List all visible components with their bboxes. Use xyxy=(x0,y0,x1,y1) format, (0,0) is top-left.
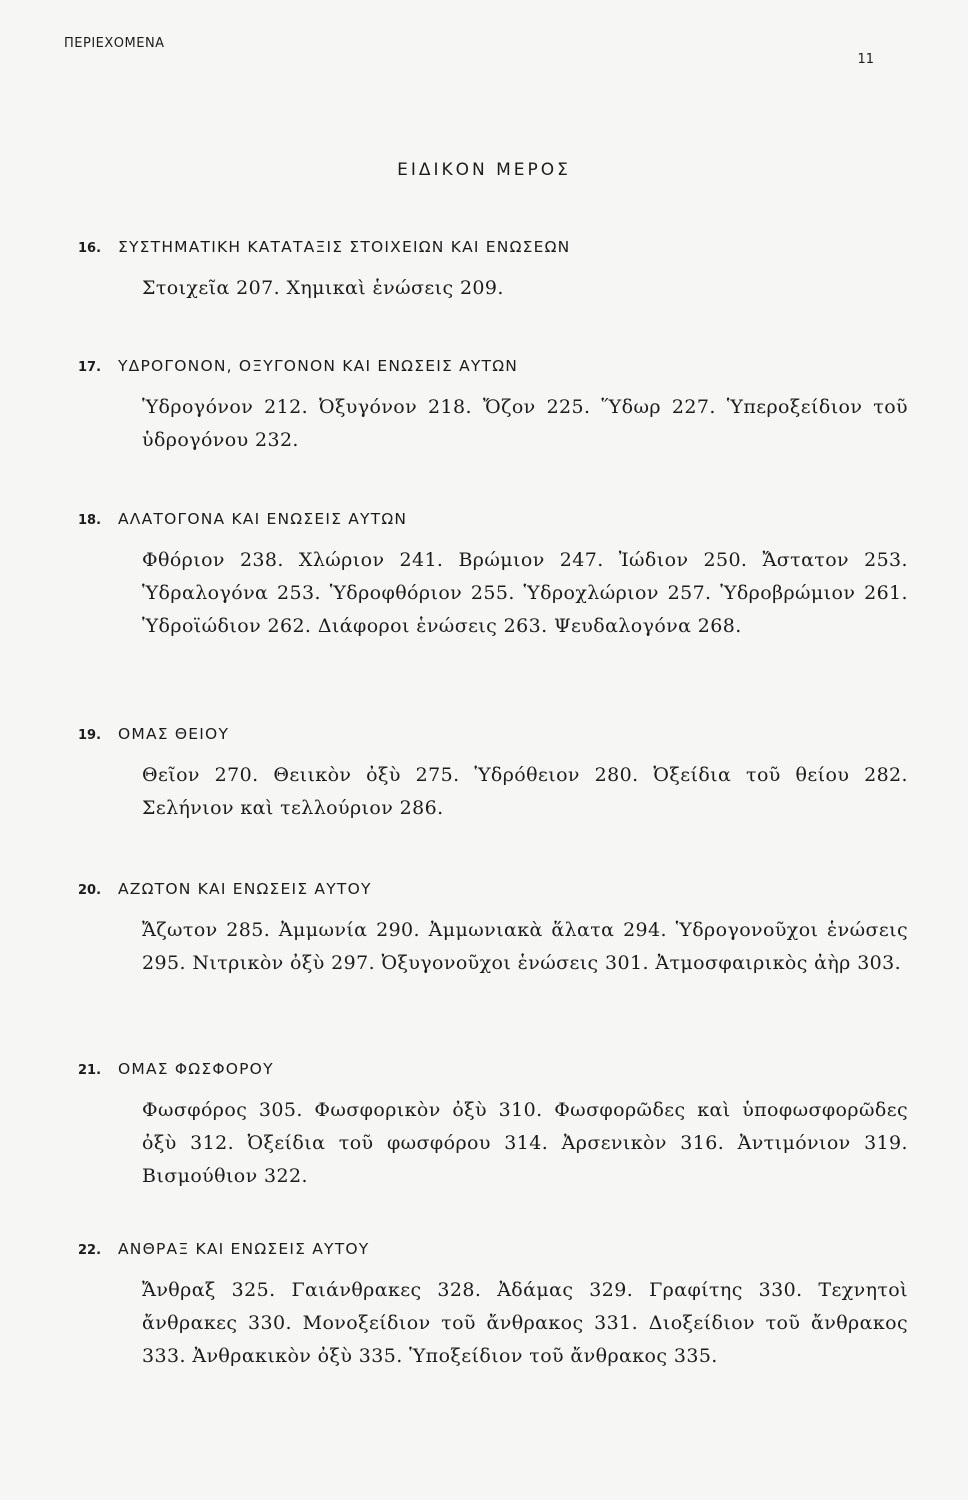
toc-section-19 xyxy=(78,725,908,825)
page-number: 11 xyxy=(857,52,874,67)
section-entries: Θεῖον 270. Θειικὸν ὀξὺ 275. Ὑδρόθειον 280. Ὀξείδια τοῦ θείου 282. Σελήνιον καὶ τελλούριον 286. xyxy=(142,764,908,819)
section-number: 22. xyxy=(78,1243,102,1258)
section-heading xyxy=(78,357,908,375)
section-heading xyxy=(78,725,908,743)
section-title: ΑΛΑΤΟΓΟΝΑ ΚΑΙ ΕΝΩΣΕΙΣ ΑΥΤΩΝ xyxy=(118,510,408,528)
section-title: ΟΜΑΣ ΦΩΣΦΟΡΟΥ xyxy=(118,1060,274,1078)
section-title: ΣΥΣΤΗΜΑΤΙΚΗ ΚΑΤΑΤΑΞΙΣ ΣΤΟΙΧΕΙΩΝ ΚΑΙ ΕΝΩΣΕΩΝ xyxy=(118,238,571,256)
toc-section-17 xyxy=(78,357,908,457)
section-number: 18. xyxy=(78,513,102,528)
section-heading xyxy=(78,880,908,898)
section-entries: Ἄνθραξ 325. Γαιάνθρακες 328. Ἀδάμας 329. Γραφίτης 330. Τεχνητοὶ ἄνθρακες 330. Μονοξείδιον τοῦ ἄνθρακος 331. Διοξείδιον τοῦ ἄνθρακος 333. Ἀνθρακικὸν ὀξὺ 335. Ὑποξείδιον τοῦ ἄνθρακος 335. xyxy=(142,1279,908,1367)
toc-section-18 xyxy=(78,510,908,643)
section-title: ΑΝΘΡΑΞ ΚΑΙ ΕΝΩΣΕΙΣ ΑΥΤΟΥ xyxy=(118,1240,370,1258)
section-number: 19. xyxy=(78,728,102,743)
section-heading xyxy=(78,1060,908,1078)
section-number: 20. xyxy=(78,883,102,898)
part-title: ΕΙΔΙΚΟΝ ΜΕΡΟΣ xyxy=(397,160,571,180)
toc-section-20 xyxy=(78,880,908,980)
section-entries: Ὑδρογόνον 212. Ὀξυγόνον 218. Ὄζον 225. Ὕδωρ 227. Ὑπεροξείδιον τοῦ ὑδρογόνου 232. xyxy=(142,396,908,451)
section-title: ΟΜΑΣ ΘΕΙΟΥ xyxy=(118,725,230,743)
section-heading xyxy=(78,238,908,256)
section-entries: Φθόριον 238. Χλώριον 241. Βρώμιον 247. Ἰώδιον 250. Ἄστατον 253. Ὑδραλογόνα 253. Ὑδροφθόριον 255. Ὑδροχλώριον 257. Ὑδροβρώμιον 261. Ὑδροϊώδιον 262. Διάφοροι ἑνώσεις 263. Ψευδαλογόνα 268. xyxy=(142,549,908,637)
section-title: ΥΔΡΟΓΟΝΟΝ, ΟΞΥΓΟΝΟΝ ΚΑΙ ΕΝΩΣΕΙΣ ΑΥΤΩΝ xyxy=(118,357,519,375)
section-number: 21. xyxy=(78,1063,102,1078)
running-head: ΠΕΡΙΕΧΟΜΕΝΑ xyxy=(64,36,165,51)
section-entries: Ἄζωτον 285. Ἀμμωνία 290. Ἀμμωνιακὰ ἅλατα 294. Ὑδρογονοῦχοι ἑνώσεις 295. Νιτρικὸν ὀξὺ 297. Ὀξυγονοῦχοι ἑνώσεις 301. Ἀτμοσφαιρικὸς ἀὴρ 303. xyxy=(142,919,908,974)
toc-section-21 xyxy=(78,1060,908,1193)
section-heading xyxy=(78,1240,908,1258)
toc-section-16 xyxy=(78,238,908,305)
section-entries: Φωσφόρος 305. Φωσφορικὸν ὀξὺ 310. Φωσφορῶδες καὶ ὑποφωσφορῶδες ὀξὺ 312. Ὀξείδια τοῦ φωσφόρου 314. Ἀρσενικὸν 316. Ἀντιμόνιον 319. Βισμούθιον 322. xyxy=(142,1099,908,1187)
section-heading xyxy=(78,510,908,528)
section-number: 17. xyxy=(78,360,102,375)
toc-section-22 xyxy=(78,1240,908,1373)
section-number: 16. xyxy=(78,241,102,256)
section-title: ΑΖΩΤΟΝ ΚΑΙ ΕΝΩΣΕΙΣ ΑΥΤΟΥ xyxy=(118,880,372,898)
section-entries: Στοιχεῖα 207. Χημικαὶ ἑνώσεις 209. xyxy=(142,277,504,299)
